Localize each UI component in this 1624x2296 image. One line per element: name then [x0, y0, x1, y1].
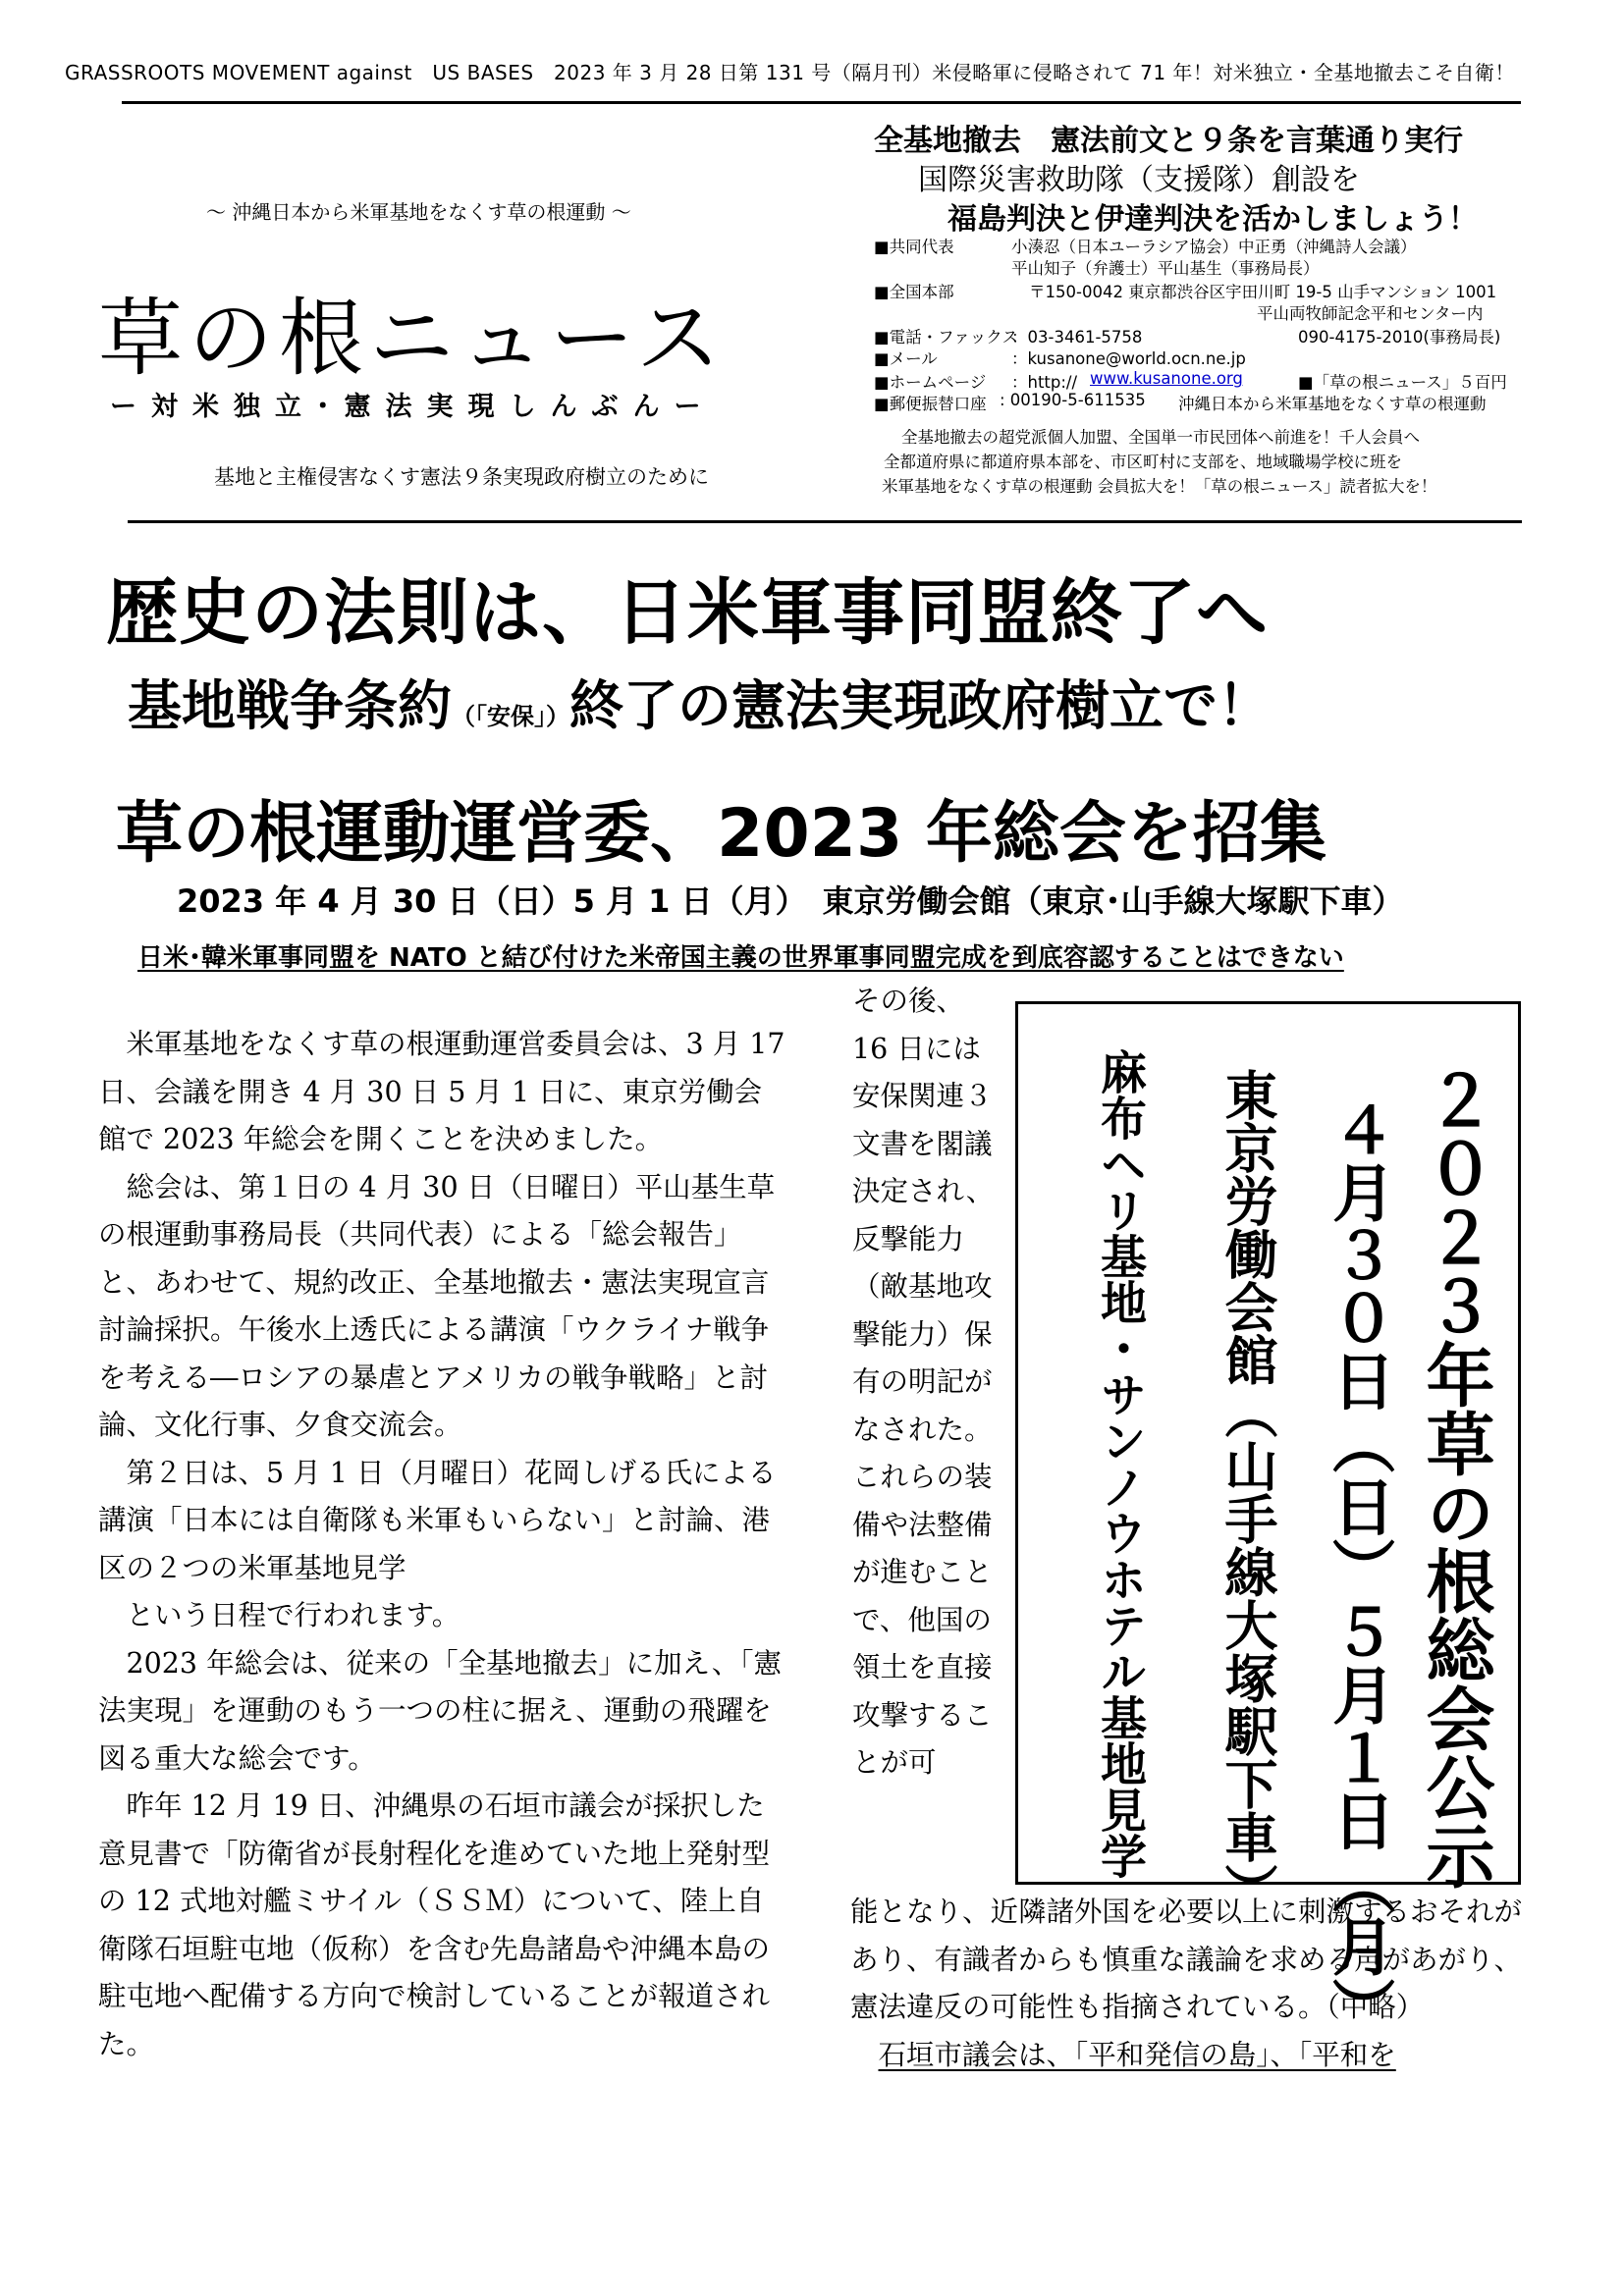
tel-label: ■電話・ファックス [874, 328, 1019, 347]
main-headline: 歴史の法則は、日米軍事同盟終了へ [106, 571, 1269, 655]
issue-header-line: GRASSROOTS MOVEMENT against US BASES 2023 年 3 月 28 日第 131 号（隔月刊）米侵略軍に侵略されて 71 年！対米独立・全基地撤去こそ自衛！ [65, 61, 1515, 84]
hq-label: ■全国本部 [874, 283, 954, 301]
article-headline: 草の根運動運営委、2023 年総会を招集 [116, 795, 1326, 873]
article-paragraph-1: 米軍基地をなくす草の根運動運営委員会は、3 月 17 日、会議を開き 4 月 30 日 5 月 1 日に、東京労働会館で 2023 年総会を開くことを決めました。 [98, 1028, 785, 1155]
pr-line-1: 全基地撤去の超党派個人加盟、全国単一市民団体へ前進を！千人会員へ [901, 428, 1420, 447]
article-bottom-last: 石垣市議会は、「平和発信の島」、「平和を [878, 2038, 1396, 2071]
article-paragraph-4: という日程で行われます。 [126, 1599, 460, 1631]
info-headline-3: 福島判決と伊達判決を活かしましょう！ [947, 202, 1478, 237]
mail-value: ：kusanone@world.ocn.ne.jp [1011, 349, 1246, 368]
article-paragraph-6: 昨年 12 月 19 日、沖縄県の石垣市議会が採択した意見書で「防衛省が長射程化を進めていた地上発射型の 12 式地対艦ミサイル（ＳＳＭ）について、陸上自衛隊石垣駐屯地（仮称）を含む先島諸島や沖縄本島の駐屯地へ配備する方向で検討していることが報道された。 [98, 1789, 771, 2060]
event-dates-line: 2023 年 4 月 30 日（日）5 月 1 日（月） 東京労働会館（東京･山手線大塚駅下車） [177, 882, 1404, 920]
warning-line: 日米･韓米軍事同盟を NATO と結び付けた米帝国主義の世界軍事同盟完成を到底容認することはできない [137, 943, 1344, 973]
sub-headline [128, 663, 1272, 740]
article-bottom-column [850, 1889, 1538, 2079]
web-prefix: ：http:// [1011, 373, 1078, 392]
sub-headline-paren: （「安保」） [452, 703, 570, 730]
masthead-mission: 基地と主権侵害なくす憲法９条実現政府樹立のために [214, 465, 709, 489]
postal-value: : 00190-5-611535 [1000, 391, 1146, 409]
pr-line-2: 全都道府県に都道府県本部を、市区町村に支部を、地域職場学校に班を [884, 453, 1402, 471]
masthead-title: 草の根ニュース [98, 290, 727, 388]
tel-value: ：03-3461-5758 [1011, 328, 1143, 347]
web-note: ■「草の根ニュース」５百円 [1298, 373, 1507, 392]
info-headline-2: 国際災害救助隊（支援隊）創設を [918, 163, 1360, 197]
article-bottom-text: 能となり、近隣諸外国を必要以上に刺激するおそれがあり、有識者からも慎重な議論を求める声があがり、憲法違反の可能性も指摘されている。（中略） [850, 1896, 1523, 2023]
tel-mobile: 090-4175-2010(事務局長) [1298, 328, 1501, 347]
web-label: ■ホームページ [874, 373, 987, 392]
middle-rule [128, 520, 1522, 523]
article-narrow-text: その後、16 日には安保関連３文書を閣議決定され、反撃能力（敵基地攻撃能力）保有の明記がなされた。これらの装備や法整備が進むことで、他国の領土を直接攻撃することが可 [852, 985, 995, 1779]
postal-note: 沖縄日本から米軍基地をなくす草の根運動 [1178, 395, 1487, 413]
article-paragraph-3: 第２日は、5 月 1 日（月曜日）花岡しげる氏による講演「日本には自衛隊も米軍もいらない」と討論、港区の２つの米軍基地見学 [98, 1456, 777, 1584]
sub-headline-a: 基地戦争条約 [128, 674, 453, 737]
postal-label: ■郵便振替口座 [874, 395, 987, 413]
sub-headline-b: 終了の憲法実現政府樹立で！ [569, 674, 1272, 737]
article-paragraph-5: 2023 年総会は、従来の「全基地撤去」に加え、「憲法実現」を運動のもう一つの柱に据え、運動の飛躍を図る重大な総会です。 [98, 1646, 783, 1775]
rep-value-2: 平山知子（弁護士）平山基生（事務局長） [1011, 259, 1320, 278]
rep-value: 小湊忍（日本ユーラシア協会）中正勇（沖縄詩人会議） [1011, 238, 1417, 256]
article-left-column [98, 1021, 785, 2068]
article-narrow-column [852, 978, 1000, 1788]
top-rule [122, 101, 1521, 104]
mail-label: ■メール [874, 349, 938, 368]
hq-address-2: 平山両牧師記念平和センター内 [1257, 304, 1484, 323]
hq-address: 〒150-0042 東京都渋谷区宇田川町 19-5 山手マンション 1001 [1029, 283, 1497, 301]
masthead-subtitle: ー対米独立･憲法実現しんぶんー [110, 392, 716, 422]
info-headline-1: 全基地撤去 憲法前文と９条を言葉通り実行 [874, 124, 1463, 158]
article-paragraph-2: 総会は、第１日の 4 月 30 日（日曜日）平山基生草の根運動事務局長（共同代表）による「総会報告」と、あわせて、規約改正、全基地撤去・憲法実現宣言討論採択。午後水上透氏による講演「ウクライナ戦争を考える―ロシアの暴虐とアメリカの戦争戦略」と討論、文化行事、夕食交流会。 [98, 1170, 776, 1441]
notice-venue: 東京労働会館（山手線大塚駅下車） [1217, 1068, 1278, 1916]
web-link[interactable]: www.kusanone.org [1090, 369, 1243, 388]
notice-dates: ４月３０日（日）５月１日（月） [1322, 1097, 1394, 2040]
rep-label: ■共同代表 [874, 238, 954, 256]
notice-title: ２０２３年草の根総会公示 [1415, 1065, 1495, 1890]
masthead-tagline: ～ 沖縄日本から米軍基地をなくす草の根運動 ～ [206, 200, 631, 224]
notice-tour: 麻布ヘリ基地・サンノウホテル基地見学 [1093, 1048, 1147, 1879]
pr-line-3: 米軍基地をなくす草の根運動 会員拡大を！「草の根ニュース」読者拡大を！ [882, 477, 1437, 496]
